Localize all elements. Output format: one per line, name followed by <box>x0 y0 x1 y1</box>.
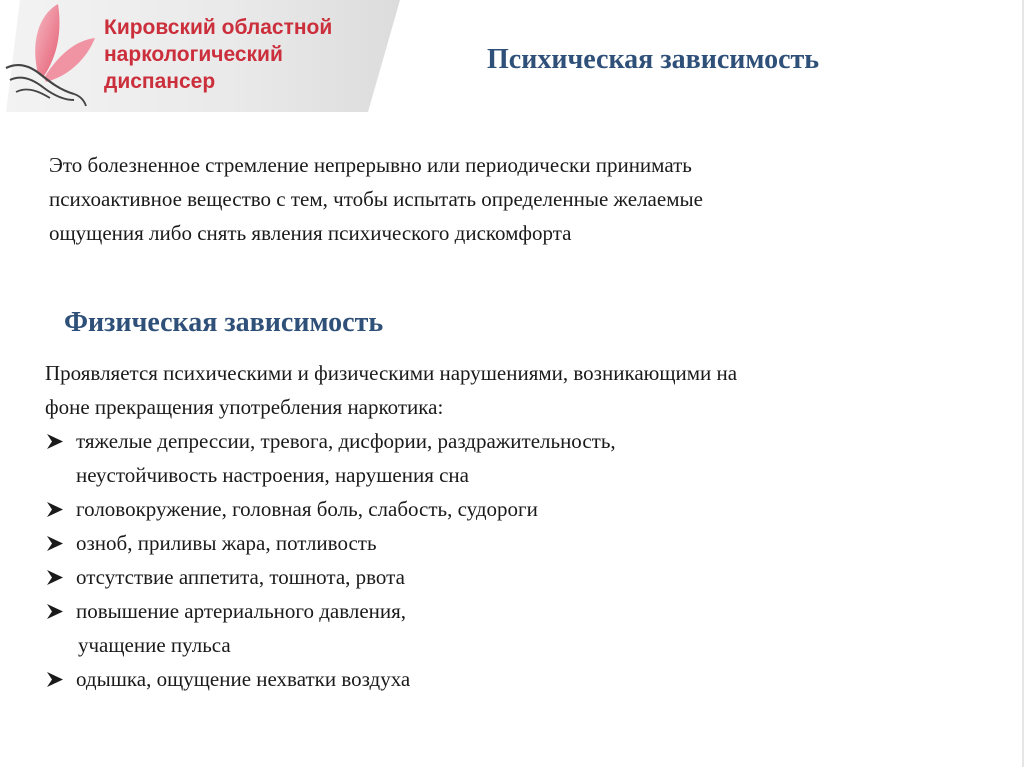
list-item <box>45 594 616 662</box>
list-item <box>45 662 616 696</box>
list-item <box>45 492 616 526</box>
list-item-text: озноб, приливы жара, потливость <box>76 531 377 555</box>
arrowhead-bullet-icon <box>45 424 67 458</box>
list-item-text-continued: учащение пульса <box>78 633 231 657</box>
paragraph-line: психоактивное вещество с тем, чтобы испытать определенные желаемые <box>49 187 703 211</box>
list-item-text: тяжелые депрессии, тревога, дисфории, раздражительность, <box>76 429 616 453</box>
definition-paragraph <box>49 148 949 250</box>
lead-line: Проявляется психическими и физическими нарушениями, возникающими на <box>45 361 738 385</box>
lead-line: фоне прекращения употребления наркотика: <box>45 395 444 419</box>
logo-line: диспансер <box>104 70 216 93</box>
list-item-text: головокружение, головная боль, слабость, судороги <box>76 497 538 521</box>
logo-text <box>104 14 332 95</box>
logo <box>0 0 400 125</box>
list-item-text: одышка, ощущение нехватки воздуха <box>76 667 411 691</box>
arrowhead-bullet-icon <box>45 526 67 560</box>
logo-line: Кировский областной <box>104 16 333 39</box>
butterfly-hand-icon <box>0 0 100 125</box>
arrowhead-bullet-icon <box>45 594 67 628</box>
symptom-list <box>45 424 616 696</box>
list-item <box>45 560 616 594</box>
list-item <box>45 424 616 492</box>
list-item-text: отсутствие аппетита, тошнота, рвота <box>76 565 405 589</box>
section-title: Физическая зависимость <box>64 307 384 338</box>
arrowhead-bullet-icon <box>45 662 67 696</box>
arrowhead-bullet-icon <box>45 492 67 526</box>
paragraph-line: ощущения либо снять явления психического дискомфорта <box>49 221 572 245</box>
section-lead <box>45 356 737 424</box>
page-title: Психическая зависимость <box>487 44 820 75</box>
list-item <box>45 526 616 560</box>
arrowhead-bullet-icon <box>45 560 67 594</box>
list-item-text: повышение артериального давления, <box>76 599 407 623</box>
logo-line: наркологический <box>104 43 283 66</box>
paragraph-line: Это болезненное стремление непрерывно или периодически принимать <box>49 153 692 177</box>
list-item-text-continued: неустойчивость настроения, нарушения сна <box>76 463 469 487</box>
